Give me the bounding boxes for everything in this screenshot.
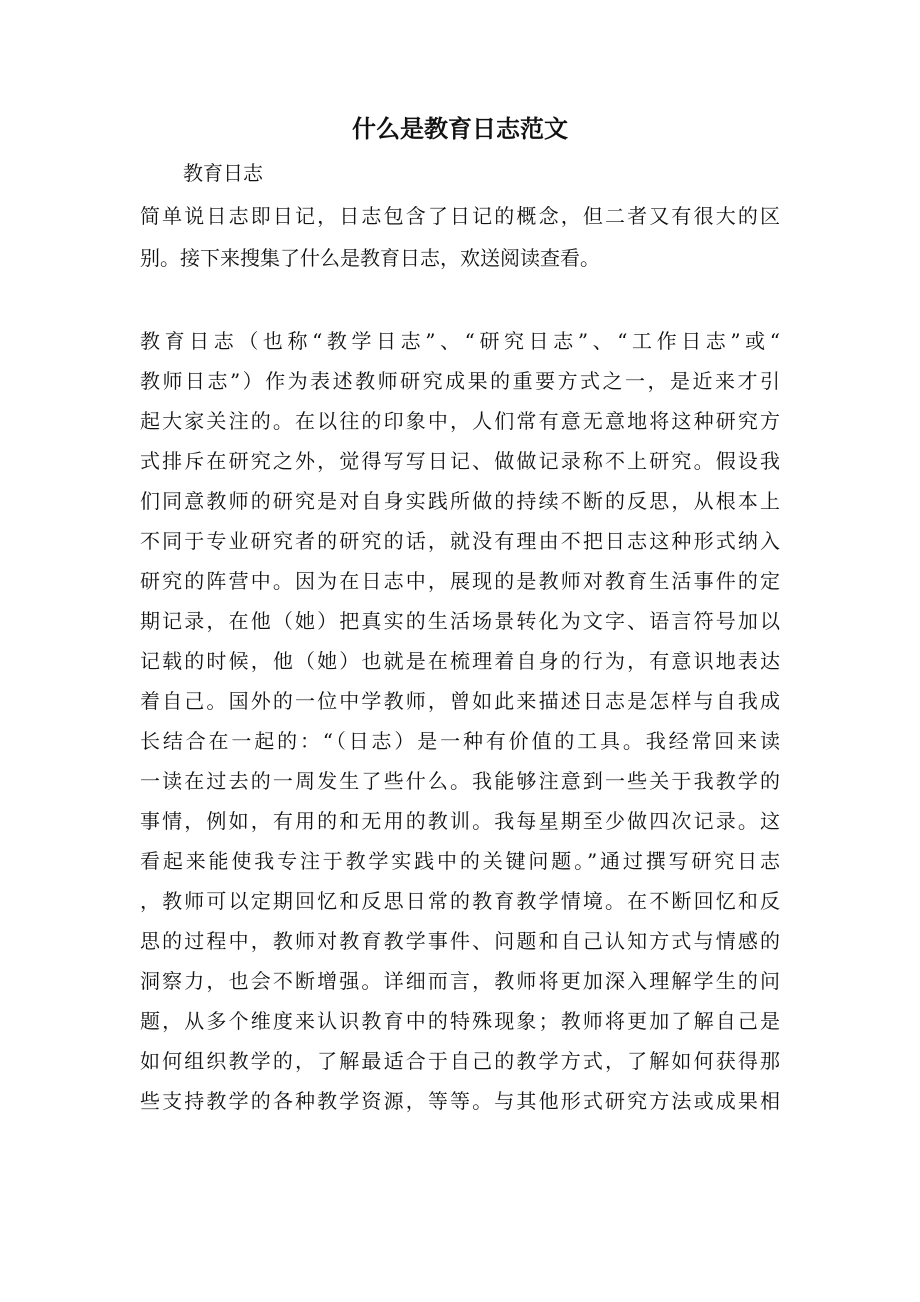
body-line: 长结合在一起的：“（日志）是一种有价值的工具。我经常回来读 [140,729,780,753]
body-line: 起大家关注的。在以往的印象中，人们常有意无意地将这种研究方 [140,409,780,433]
body-line: 们同意教师的研究是对自身实践所做的持续不断的反思，从根本上 [140,489,780,513]
body-line: 不同于专业研究者的研究的话，就没有理由不把日志这种形式纳入 [140,529,780,553]
document-subtitle: 教育日志 [183,161,263,185]
body-line: ，教师可以定期回忆和反思日常的教育教学情境。在不断回忆和反 [140,889,780,913]
body-line: 些支持教学的各种教学资源，等等。与其他形式研究方法或成果相 [140,1089,780,1113]
body-line: 期记录，在他（她）把真实的生活场景转化为文字、语言符号加以 [140,609,780,633]
body-line: 题，从多个维度来认识教育中的特殊现象；教师将更加了解自己是 [140,1009,780,1033]
document-title: 什么是教育日志范文 [352,114,568,143]
body-line: 教师日志”）作为表述教师研究成果的重要方式之一，是近来才引 [140,369,780,393]
body-line: 思的过程中，教师对教育教学事件、问题和自己认知方式与情感的 [140,929,780,953]
body-line: 看起来能使我专注于教学实践中的关键问题。”通过撰写研究日志 [140,849,780,873]
body-line: 事情，例如，有用的和无用的教训。我每星期至少做四次记录。这 [140,809,780,833]
intro-line: 简单说日志即日记，日志包含了日记的概念，但二者又有很大的区 [140,204,780,228]
body-line: 教育日志（也称“教学日志”、“研究日志”、“工作日志”或“ [140,329,780,353]
body-line: 式排斥在研究之外，觉得写写日记、做做记录称不上研究。假设我 [140,449,780,473]
body-line: 记载的时候，他（她）也就是在梳理着自身的行为，有意识地表达 [140,649,780,673]
body-line: 如何组织教学的，了解最适合于自己的教学方式，了解如何获得那 [140,1049,780,1073]
intro-line: 别。接下来搜集了什么是教育日志，欢送阅读查看。 [140,246,600,270]
body-line: 一读在过去的一周发生了些什么。我能够注意到一些关于我教学的 [140,769,780,793]
body-line: 洞察力，也会不断增强。详细而言，教师将更加深入理解学生的问 [140,969,780,993]
body-line: 研究的阵营中。因为在日志中，展现的是教师对教育生活事件的定 [140,569,780,593]
body-line: 着自己。国外的一位中学教师，曾如此来描述日志是怎样与自我成 [140,689,780,713]
